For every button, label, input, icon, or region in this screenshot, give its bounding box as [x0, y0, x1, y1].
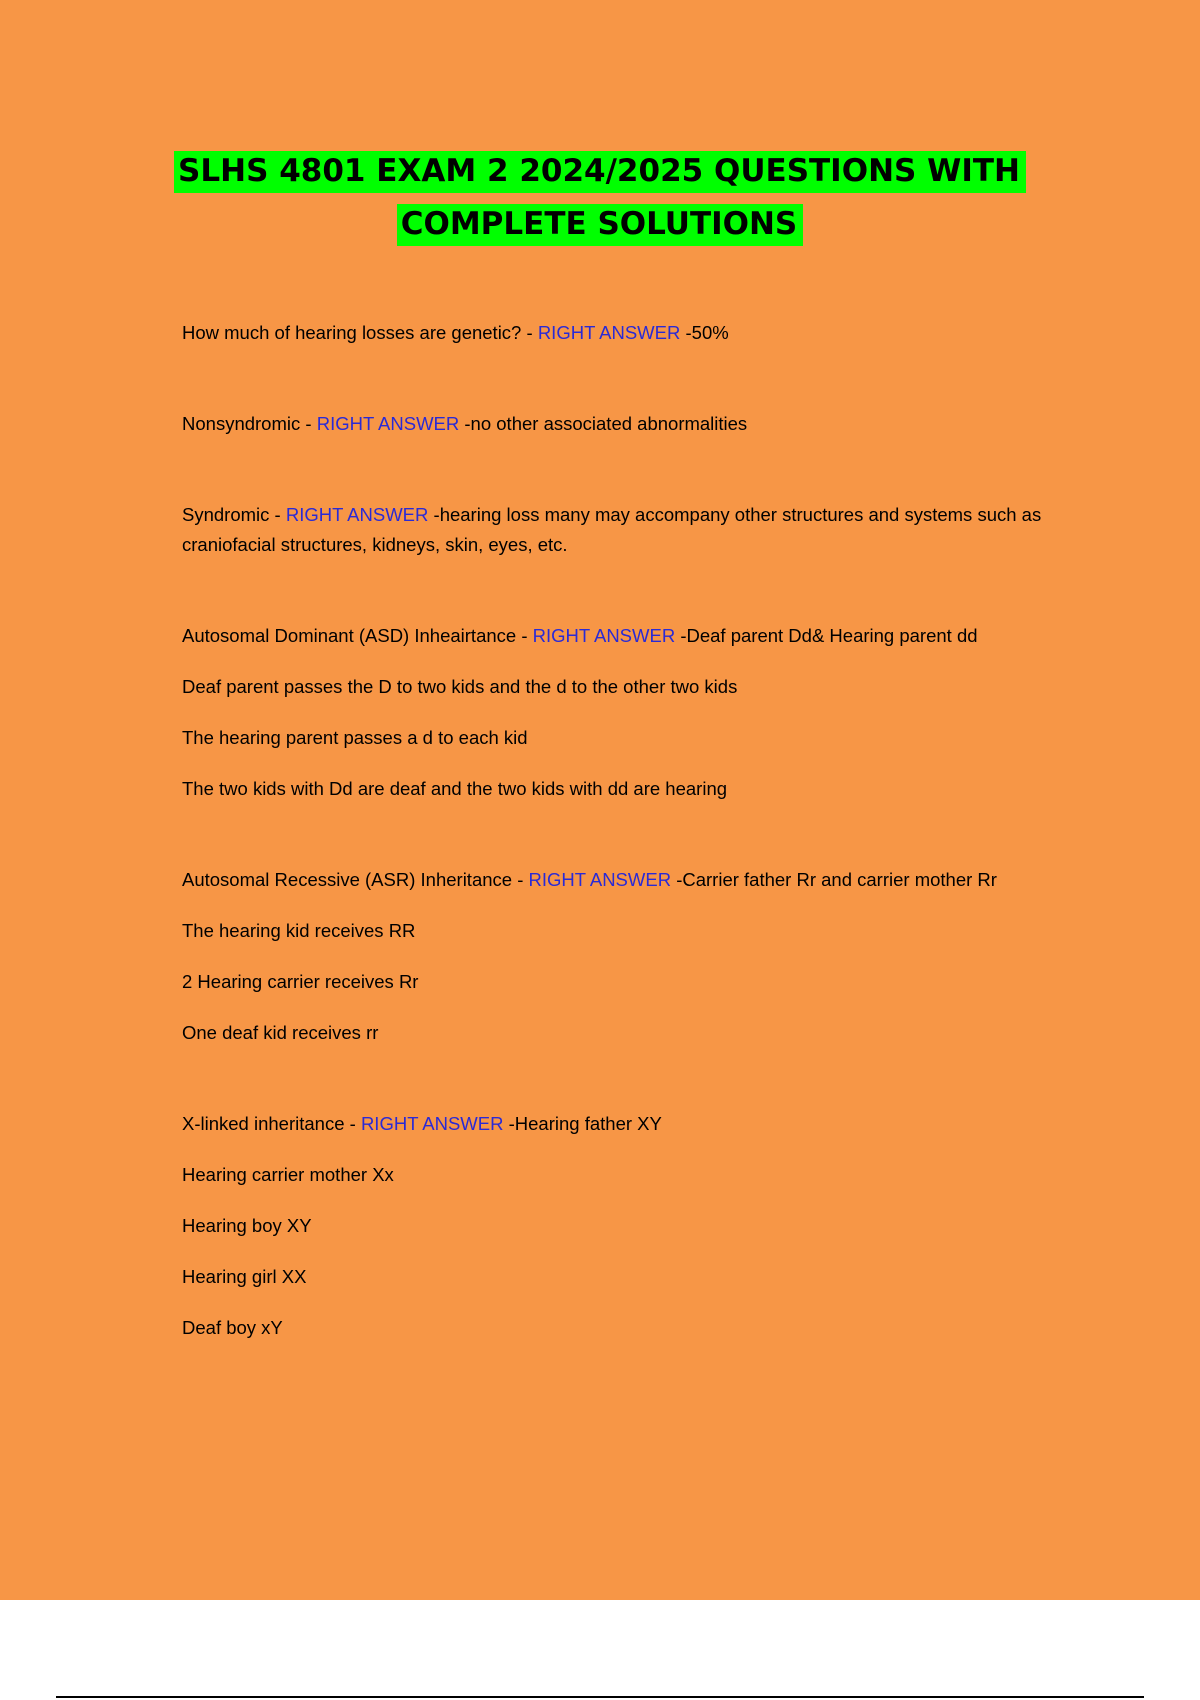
question-text: Nonsyndromic — [182, 413, 301, 434]
detail-line: Deaf boy xY — [182, 1317, 283, 1338]
page-divider — [56, 1696, 1144, 1698]
question-text: Autosomal Dominant (ASD) Inheairtance — [182, 625, 517, 646]
answer-text: -50% — [685, 322, 729, 343]
answer-text: -Deaf parent Dd& Hearing parent dd — [680, 625, 978, 646]
detail-line: Hearing girl XX — [182, 1266, 307, 1287]
qa-item-syndromic — [182, 500, 1082, 560]
qa-item-nonsyndromic — [182, 409, 1082, 439]
document-title — [0, 145, 1200, 251]
detail-line: The two kids with Dd are deaf and the two kids with dd are hearing — [182, 778, 728, 799]
question-line: Autosomal Recessive (ASR) Inheritance - RIGHT ANSWER -Carrier father Rr and carrier mother Rr — [182, 869, 997, 890]
detail-line: The hearing parent passes a d to each kid — [182, 727, 528, 748]
detail-line: Deaf parent passes the D to two kids and the d to the other two kids — [182, 676, 738, 697]
qa-item-autosomal-recessive — [182, 865, 1082, 1048]
title-line-1: SLHS 4801 EXAM 2 2024/2025 QUESTIONS WITH — [174, 151, 1026, 193]
qa-item-x-linked — [182, 1109, 1082, 1343]
right-answer-label: RIGHT ANSWER — [285, 504, 429, 525]
detail-line: Hearing boy XY — [182, 1215, 312, 1236]
right-answer-label: RIGHT ANSWER — [316, 413, 460, 434]
question-line: Autosomal Dominant (ASD) Inheairtance - RIGHT ANSWER -Deaf parent Dd& Hearing parent dd — [182, 625, 978, 646]
question-text: X-linked inheritance — [182, 1113, 345, 1134]
detail-line: The hearing kid receives RR — [182, 920, 416, 941]
answer-text: -no other associated abnormalities — [464, 413, 748, 434]
title-line-2: COMPLETE SOLUTIONS — [397, 204, 804, 246]
qa-item-autosomal-dominant — [182, 621, 1082, 804]
answer-text: -Hearing father XY — [508, 1113, 662, 1134]
question-text: Syndromic — [182, 504, 270, 525]
question-line: How much of hearing losses are genetic? - RIGHT ANSWER -50% — [182, 322, 729, 343]
qa-item-genetic — [182, 318, 1082, 348]
qa-list — [182, 318, 1082, 1404]
right-answer-label: RIGHT ANSWER — [528, 869, 672, 890]
detail-line: 2 Hearing carrier receives Rr — [182, 971, 419, 992]
right-answer-label: RIGHT ANSWER — [532, 625, 676, 646]
question-text: How much of hearing losses are genetic? — [182, 322, 522, 343]
question-line: X-linked inheritance - RIGHT ANSWER -Hearing father XY — [182, 1113, 662, 1134]
detail-line: One deaf kid receives rr — [182, 1022, 379, 1043]
question-line: Syndromic - RIGHT ANSWER -hearing loss many may accompany other structures and systems such as craniofacial structures, kidneys, skin, eyes, etc. — [182, 504, 1042, 555]
question-line: Nonsyndromic - RIGHT ANSWER -no other associated abnormalities — [182, 413, 748, 434]
answer-text: -hearing loss many may accompany other structures and systems such as craniofacial structures, kidneys, skin, eyes, etc. — [182, 504, 1042, 555]
right-answer-label: RIGHT ANSWER — [360, 1113, 504, 1134]
question-text: Autosomal Recessive (ASR) Inheritance — [182, 869, 513, 890]
answer-text: -Carrier father Rr and carrier mother Rr — [676, 869, 997, 890]
right-answer-label: RIGHT ANSWER — [537, 322, 681, 343]
detail-line: Hearing carrier mother Xx — [182, 1164, 394, 1185]
